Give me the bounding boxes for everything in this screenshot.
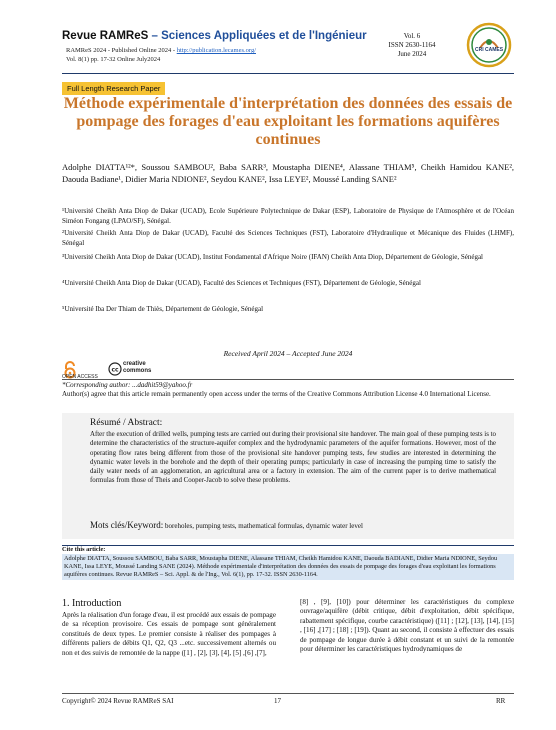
corresponding-block bbox=[62, 379, 514, 398]
creative-commons-label: creative commons bbox=[123, 361, 152, 374]
affiliation-text: ⁵Université Iba Der Thiam de Thiès, Département de Géologie, Sénégal bbox=[62, 305, 264, 313]
affiliation-3 bbox=[62, 253, 514, 263]
abstract-text: After the execution of drilled wells, pumping tests are carried out during their provisional site handover. The main goal of these pumping tests is to determine the characteristics of the structure-aquifer complex and the hydrodynamic parameters of the aquifer formations. However, most of the operating flow rates being different from those of the provisional site handover pumping tests, few studies are interested in determining the dynamic water levels in the borehole and the depth of their operating pumps; particularly in case of increasing the pumping time to satisfy the daily water needs of an agglomeration, an agricultural area or a factory in extension. The aim of the current paper is to derive mathematical formulas from those of Theis and Cooper-Jacob to solve these problems. bbox=[90, 431, 496, 485]
footer-initials: RR bbox=[496, 697, 506, 705]
affiliation-1 bbox=[62, 207, 514, 226]
affiliation-2 bbox=[62, 229, 514, 248]
header-rule bbox=[62, 73, 514, 74]
journal-separator: – bbox=[148, 30, 162, 42]
footer-rule bbox=[62, 693, 514, 694]
journal-link[interactable]: http://publication.lecames.org/ bbox=[176, 47, 256, 54]
section-heading: 1. Introduction bbox=[62, 598, 122, 609]
copyright: Copyright© 2024 Revue RAMReS SAI bbox=[62, 697, 174, 705]
open-access-badge bbox=[62, 361, 162, 379]
svg-text:cc: cc bbox=[111, 366, 119, 374]
author-list: Adolphe DIATTA¹²*, Soussou SAMBOU², Baba SARR³, Moustapha DIENE⁴, Alassane THIAM⁵, Cheikh Hamidou KANE², Daouda Badiane¹, Didier Maria NDIONE², Seydou KANE², Issa LEYE², Moussé Landing SANE² bbox=[62, 162, 514, 184]
citation-block bbox=[62, 545, 514, 588]
volume-pages-info: Vol. 8(1) pp. 17-32 Online July2024 bbox=[66, 56, 161, 63]
article-type-tag: Full Length Research Paper bbox=[62, 82, 165, 95]
journal-title: Revue RAMReS bbox=[62, 30, 149, 42]
citation-text: Adolphe DIATTA, Soussou SAMBOU, Baba SARR, Moustapha DIENE, Alassane THIAM, Cheikh Hamidou KANE, Daouda BADIANE, Didier Maria NDIONE, Seydou KANE, Issa LEYE, Moussé Landing SANE (2024). Méthode expérimentale d'interprétation des données des essais de pompage des forages d'eau exploitant les formations aquifères continues. Revue RAMReS – Sci. Appl. & de l'Ing., Vol. 6(1), pp. 17-32. ISSN 2630-1164. bbox=[62, 554, 514, 580]
affiliation-5 bbox=[62, 305, 514, 315]
abstract-heading: Résumé / Abstract: bbox=[90, 418, 163, 428]
issue-date: June 2024 bbox=[397, 50, 427, 58]
cames-logo bbox=[466, 22, 512, 68]
logo-text: CRI CAMES bbox=[475, 47, 504, 53]
keywords-line bbox=[90, 520, 496, 530]
affiliation-text: ²Université Cheikh Anta Diop de Dakar (UCAD), Faculté des Sciences Techniques (FST), Laboratoire d'Hydraulique et Mécanique des Fluides (LHMF), Sénégal bbox=[62, 229, 514, 247]
issn-label: ISSN 2630-1164 bbox=[388, 41, 436, 49]
license-statement: Author(s) agree that this article remain permanently open access under the terms of the Creative Commons Attribution License 4.0 International License. bbox=[62, 389, 491, 398]
journal-meta bbox=[66, 46, 256, 64]
keywords-text: boreholes, pumping tests, mathematical formulas, dynamic water level bbox=[163, 522, 363, 530]
creative-commons-icon bbox=[108, 362, 122, 376]
journal-subtitle: Sciences Appliquées et de l'Ingénieur bbox=[161, 30, 367, 42]
volume-label: Vol. 6 bbox=[403, 32, 421, 40]
article-title: Méthode expérimentale d'interprétation des données des essais de pompage des forages d'eau exploitant les formations aquifères continues bbox=[63, 95, 513, 148]
publication-info: RAMReS 2024 - Published Online 2024 - bbox=[66, 47, 177, 54]
affiliation-text: ³Université Cheikh Anta Diop de Dakar (UCAD), Institut Fondamental d'Afrique Noire (IFAN) Cheikh Anta Diop, Département de Géologie, Sénégal bbox=[62, 253, 483, 261]
volume-block bbox=[382, 32, 442, 59]
received-accepted-dates: Received April 2024 – Accepted June 2024 bbox=[223, 349, 353, 358]
open-access-label: OPEN ACCESS bbox=[62, 374, 98, 380]
affiliation-text: ⁴Université Cheikh Anta Diop de Dakar (UCAD), Faculté des Sciences et Techniques (FST), Département de Géologie, Sénégal bbox=[62, 279, 421, 287]
corresponding-author: *Corresponding author: ...dadhit59@yahoo.fr bbox=[62, 381, 193, 389]
affiliation-text: ¹Université Cheikh Anta Diop de Dakar (UCAD), Ecole Supérieure Polytechnique de Dakar (ESP), Laboratoire de Physique de l'Atmosphère et de l'Océan Siméon Fongang (LPAO/SF), Sénégal. bbox=[62, 207, 514, 225]
journal-name bbox=[62, 30, 367, 42]
body-column-right: [8] , [9], [10]) pour déterminer les caractéristiques du complexe ouvrage/aquifère (débit critique, débit d'exploitation, débit spécifique, rabattement spécifique, courbe caractéristique) ([11] ; [12], [13], [14], [15] , [16] ,[17] ; [18] ; [19]). Quant au second, il consiste à effectuer des essais de pompage de longue durée à débit constant et un suivi de la remontée pour déterminer les caractéristiques hydrodynamiques de bbox=[300, 598, 514, 654]
page-number: 17 bbox=[274, 697, 281, 705]
affiliation-4 bbox=[62, 279, 514, 289]
citation-heading: Cite this article: bbox=[62, 546, 106, 553]
keywords-heading: Mots clés/Keyword: bbox=[90, 520, 164, 530]
body-column-left: Après la réalisation d'un forage d'eau, il est procédé aux essais de pompage de sa réception provisoire. Ces essais de pompage sont généralement constitués de deux types. Le premier consiste à réaliser des pompages à différents paliers de débits Q1, Q2, Q3 ...etc. successivement alternés ou non et des suivis de remontée de la nappe ([1] , [2], [3], [4], [5] ,[6] ,[7], bbox=[62, 611, 276, 657]
